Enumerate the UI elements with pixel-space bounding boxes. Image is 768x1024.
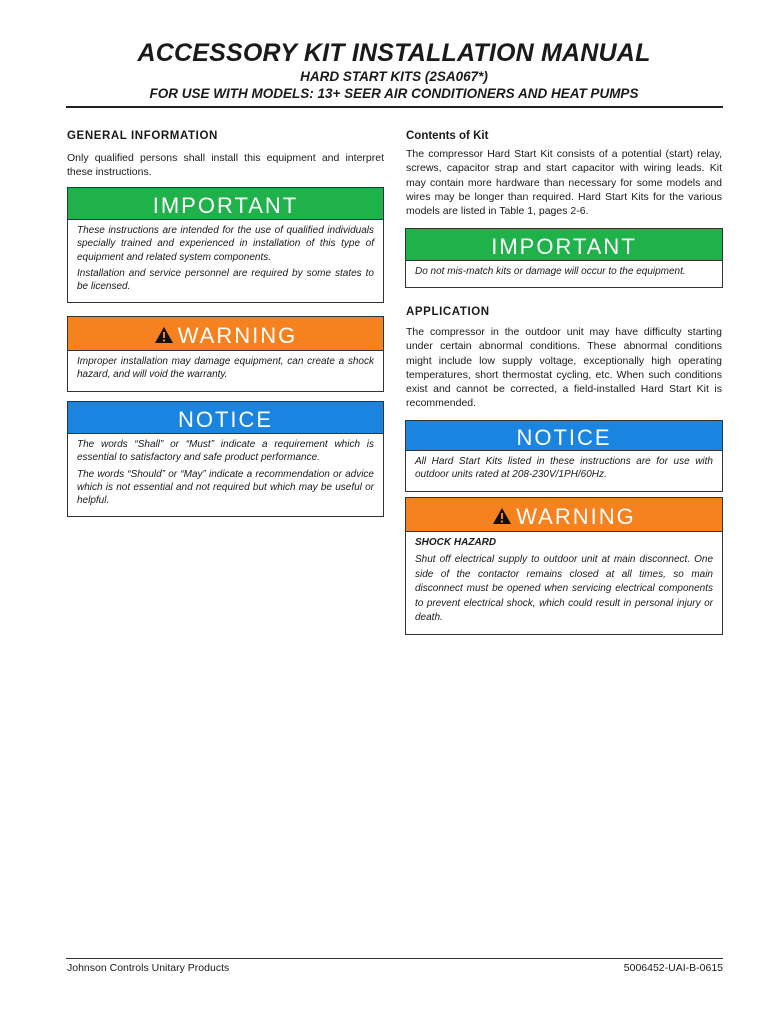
- warning-label: WARNING: [177, 322, 298, 348]
- warning-box-left: [67, 316, 384, 392]
- notice-label: NOTICE: [177, 406, 274, 432]
- notice-banner: [406, 421, 722, 451]
- warning-box-right: [405, 497, 723, 635]
- warning-body: [406, 532, 722, 634]
- important-paragraph-2: Installation and service personnel are required by some states to be licensed.: [77, 267, 374, 293]
- shock-hazard-label: SHOCK HAZARD: [415, 537, 497, 548]
- warning-triangle-icon: [154, 326, 174, 344]
- general-information-heading: GENERAL INFORMATION: [67, 130, 218, 142]
- footer-company: Johnson Controls Unitary Products: [67, 962, 230, 974]
- notice-paragraph-1: All Hard Start Kits listed in these instructions are for use with outdoor units rated at 208-230V/1PH/60Hz.: [415, 456, 713, 481]
- notice-banner: [68, 402, 383, 434]
- notice-box-right: [405, 420, 723, 492]
- page-title: ACCESSORY KIT INSTALLATION MANUAL: [137, 39, 651, 67]
- important-box-left: [67, 187, 384, 303]
- important-paragraph-1: These instructions are intended for the use of qualified individuals specially trained and experienced in installation of this type of equipment and related system components.: [77, 225, 374, 263]
- notice-paragraph-1: The words “Shall” or “Must” indicate a requirement which is essential to satisfactory and safe product performance.: [77, 439, 374, 464]
- contents-of-kit-text: The compressor Hard Start Kit consists of a potential (start) relay, screws, capacitor strap and start capacitor with wiring leads. Kit may contain more hardware than necessary for some models and wires may be longer than required. Hard Start Kits for the various models are listed in Table 1, pages 2-6.: [406, 148, 722, 218]
- important-banner: [406, 229, 722, 261]
- application-heading: APPLICATION: [406, 306, 490, 318]
- document-header: [66, 38, 722, 102]
- important-body: [406, 261, 722, 287]
- contents-of-kit-heading: Contents of Kit: [406, 130, 489, 142]
- important-body: [68, 220, 383, 302]
- important-box-right: [405, 228, 723, 288]
- warning-banner: [68, 317, 383, 351]
- general-information-text: Only qualified persons shall install this equipment and interpret these instructions.: [67, 152, 384, 179]
- important-label: IMPORTANT: [491, 233, 637, 259]
- notice-body: [406, 451, 722, 491]
- important-paragraph-1: Do not mis-match kits or damage will occur to the equipment.: [415, 266, 686, 277]
- footer-divider: [66, 958, 723, 959]
- page-subtitle-models: FOR USE WITH MODELS: 13+ SEER AIR CONDITIONERS AND HEAT PUMPS: [149, 86, 639, 101]
- notice-label: NOTICE: [516, 424, 612, 450]
- warning-triangle-icon: [492, 507, 512, 525]
- header-divider: [66, 106, 723, 108]
- notice-box-left: [67, 401, 384, 517]
- page-subtitle-kits: HARD START KITS (2SA067*): [300, 69, 488, 84]
- notice-body: [68, 434, 383, 516]
- important-label: IMPORTANT: [152, 192, 299, 218]
- warning-label: WARNING: [516, 503, 636, 529]
- notice-paragraph-2: The words “Should” or “May” indicate a recommendation or advice which is not essential and not required but which may be useful or helpful.: [77, 468, 374, 507]
- warning-paragraph-1: Shut off electrical supply to outdoor unit at main disconnect. One side of the contactor remains closed at all times, so main disconnect must be opened when servicing electrical components to prevent electrical shock, which could result in personal injury or death.: [415, 554, 713, 624]
- application-text: The compressor in the outdoor unit may have difficulty starting under certain abnormal conditions. These abnormal conditions might include low supply voltage, exceptionally high operating temperatures, short thermostat cycling, etc. When such conditions exist and cannot be corrected, a field-installed Hard Start Kit is recommended.: [406, 326, 722, 410]
- warning-banner: [406, 498, 722, 532]
- warning-body: [68, 351, 383, 391]
- important-banner: [68, 188, 383, 220]
- footer-doc-number: 5006452-UAI-B-0615: [623, 962, 723, 974]
- warning-paragraph-1: Improper installation may damage equipment, can create a shock hazard, and will void the warranty.: [77, 356, 374, 381]
